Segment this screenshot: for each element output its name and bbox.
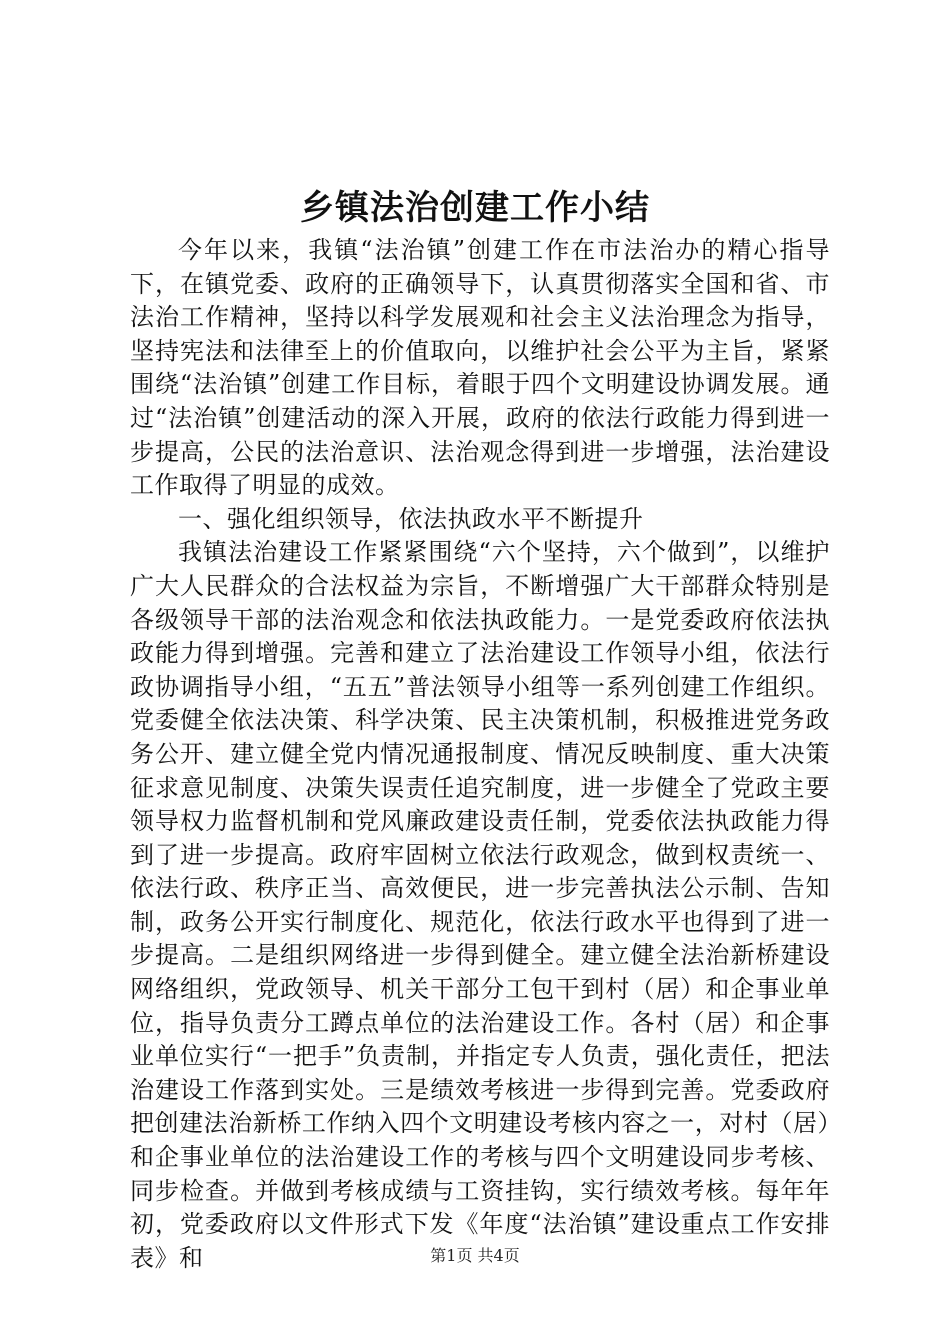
document-body [130, 234, 830, 1275]
intro-paragraph: 今年以来，我镇“法治镇”创建工作在市法治办的精心指导下，在镇党委、政府的正确领导下，认真贯彻落实全国和省、市法治工作精神，坚持以科学发展观和社会主义法治理念为指导，坚持宪法和法律至上的价值取向，以维护社会公平为主旨，紧紧围绕“法治镇”创建工作目标，着眼于四个文明建设协调发展。通过“法治镇”创建活动的深入开展，政府的依法行政能力得到进一步提高，公民的法治意识、法治观念得到进一步增强，法治建设工作取得了明显的成效。 [130, 236, 830, 500]
page-footer: 第1页 共4页 [430, 1246, 520, 1265]
document-title: 乡镇法治创建工作小结 [300, 188, 650, 228]
section-paragraph: 我镇法治建设工作紧紧围绕“六个坚持，六个做到”，以维护广大人民群众的合法权益为宗旨，不断增强广大干部群众特别是各级领导干部的法治观念和依法执政能力。一是党委政府依法执政能力得到增强。完善和建立了法治建设工作领导小组，依法行政协调指导小组，“五五”普法领导小组等一系列创建工作组织。党委健全依法决策、科学决策、民主决策机制，积极推进党务政务公开、建立健全党内情况通报制度、情况反映制度、重大决策征求意见制度、决策失误责任追究制度，进一步健全了党政主要领导权力监督机制和党风廉政建设责任制，党委依法执政能力得到了进一步提高。政府牢固树立依法行政观念，做到权责统一、依法行政、秩序正当、高效便民，进一步完善执法公示制、告知制，政务公开实行制度化、规范化，依法行政水平也得到了进一步提高。二是组织网络进一步得到健全。建立健全法治新桥建设网络组织，党政领导、机关干部分工包干到村（居）和企事业单位，指导负责分工蹲点单位的法治建设工作。各村（居）和企事业单位实行“一把手”负责制，并指定专人负责，强化责任，把法治建设工作落到实处。三是绩效考核进一步得到完善。党委政府把创建法治新桥工作纳入四个文明建设考核内容之一，对村（居）和企事业单位的法治建设工作的考核与四个文明建设同步考核、同步检查。并做到考核成绩与工资挂钩，实行绩效考核。每年年初，党委政府以文件形式下发《年度“法治镇”建设重点工作安排表》和 [130, 538, 830, 1272]
section-heading: 一、强化组织领导，依法执政水平不断提升 [178, 504, 644, 533]
